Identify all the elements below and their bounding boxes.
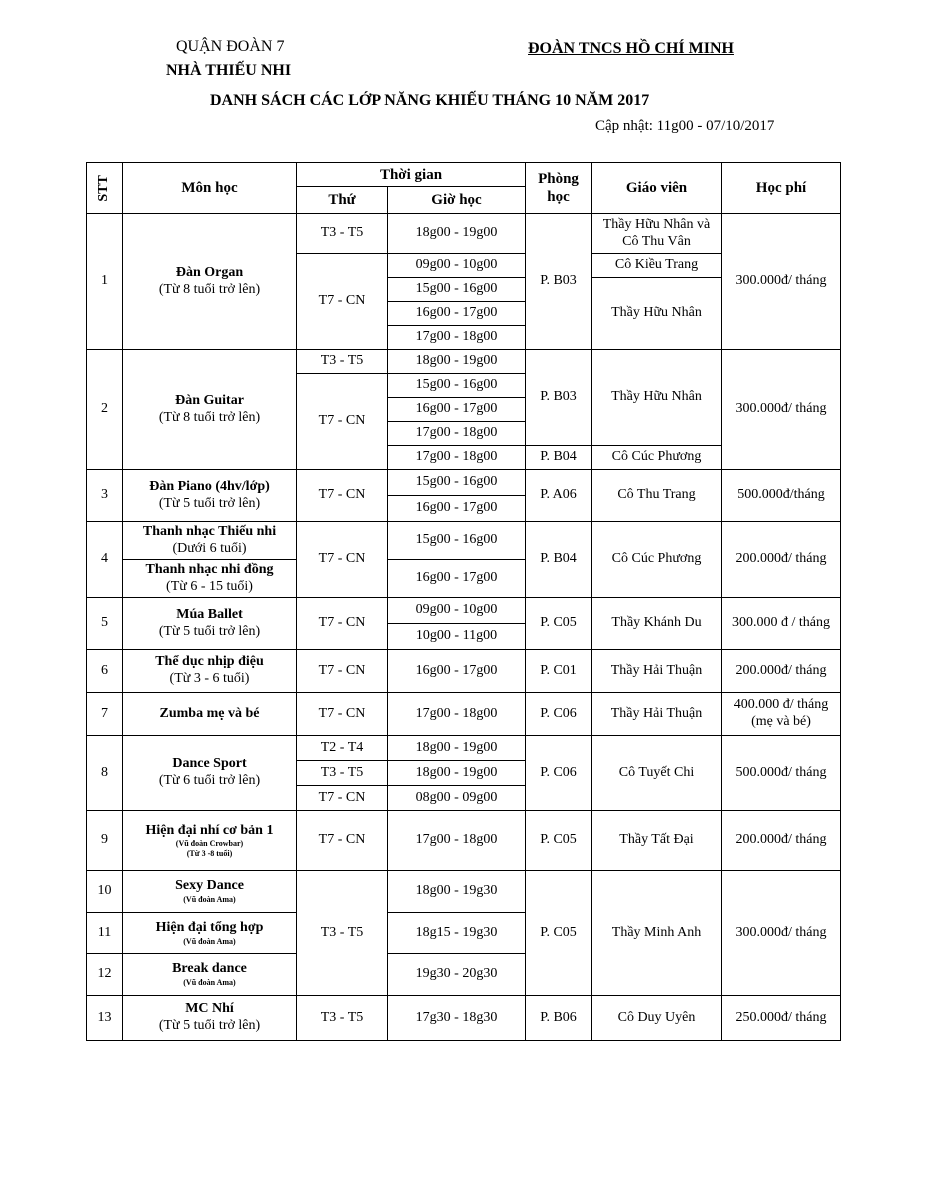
teacher-cell: Thầy Minh Anh [592,871,722,996]
hour-cell: 15g00 - 16g00 [388,470,526,496]
day-cell: T7 - CN [297,374,388,470]
hour-cell: 18g00 - 19g00 [388,736,526,761]
day-cell: T7 - CN [297,470,388,522]
hour-cell: 15g00 - 16g00 [388,522,526,560]
hour-cell: 18g00 - 19g00 [388,761,526,786]
room-cell: P. B04 [526,522,592,598]
hour-cell: 15g00 - 16g00 [388,374,526,398]
class-table [86,162,841,1041]
table-row [87,522,841,560]
teacher-cell: Cô Tuyết Chi [592,736,722,811]
stt-cell: 12 [87,954,123,996]
header-day: Thứ [297,187,388,214]
teacher-cell: Thầy Khánh Du [592,598,722,650]
teacher-cell: Cô Cúc Phương [592,522,722,598]
hour-cell: 19g30 - 20g30 [388,954,526,996]
update-time: Cập nhật: 11g00 - 07/10/2017 [595,118,775,134]
subject-cell: Sexy Dance (Vũ đoàn Ama) [123,871,297,913]
hour-cell: 17g00 - 18g00 [388,693,526,736]
subject-cell: Thanh nhạc Thiếu nhi (Dưới 6 tuổi) [123,522,297,560]
table-row [87,350,841,374]
table-row [87,871,841,913]
subject-cell: Break dance (Vũ đoàn Ama) [123,954,297,996]
hour-cell: 09g00 - 10g00 [388,254,526,278]
hour-cell: 17g00 - 18g00 [388,326,526,350]
subject-cell: Hiện đại tổng hợp (Vũ đoàn Ama) [123,913,297,954]
stt-cell: 7 [87,693,123,736]
table-row [87,736,841,761]
header-room: Phòng học [526,163,592,214]
fee-cell: 400.000 đ/ tháng (mẹ và bé) [722,693,841,736]
subject-cell: Dance Sport (Từ 6 tuổi trở lên) [123,736,297,811]
subject-cell: Đàn Piano (4hv/lớp) (Từ 5 tuổi trở lên) [123,470,297,522]
room-cell: P. C06 [526,693,592,736]
stt-cell: 2 [87,350,123,470]
fee-cell: 300.000 đ / tháng [722,598,841,650]
hour-cell: 18g00 - 19g30 [388,871,526,913]
hour-cell: 16g00 - 17g00 [388,650,526,693]
fee-cell: 200.000đ/ tháng [722,522,841,598]
hour-cell: 17g00 - 18g00 [388,811,526,871]
day-cell: T7 - CN [297,693,388,736]
day-cell: T7 - CN [297,254,388,350]
stt-cell: 10 [87,871,123,913]
teacher-cell: Thầy Tất Đại [592,811,722,871]
sub-org-name: NHÀ THIẾU NHI [166,62,292,79]
stt-cell: 13 [87,996,123,1041]
room-cell: P. B03 [526,350,592,446]
subject-cell: Đàn Organ (Từ 8 tuổi trở lên) [123,214,297,350]
table-row [87,693,841,736]
page-title: DANH SÁCH CÁC LỚP NĂNG KHIẾU THÁNG 10 NĂM 2017 [210,92,650,109]
day-cell: T3 - T5 [297,761,388,786]
subject-cell: Đàn Guitar (Từ 8 tuổi trở lên) [123,350,297,470]
stt-cell: 6 [87,650,123,693]
day-cell: T3 - T5 [297,350,388,374]
fee-cell: 200.000đ/ tháng [722,811,841,871]
room-cell: P. C05 [526,871,592,996]
hour-cell: 17g30 - 18g30 [388,996,526,1041]
room-cell: P. A06 [526,470,592,522]
hour-cell: 08g00 - 09g00 [388,786,526,811]
teacher-cell: Thầy Hải Thuận [592,650,722,693]
day-cell: T3 - T5 [297,214,388,254]
hour-cell: 09g00 - 10g00 [388,598,526,624]
hour-cell: 18g00 - 19g00 [388,214,526,254]
fee-cell: 300.000đ/ tháng [722,350,841,470]
stt-cell: 4 [87,522,123,598]
day-cell: T7 - CN [297,811,388,871]
subject-cell: MC Nhí (Từ 5 tuổi trở lên) [123,996,297,1041]
day-cell: T7 - CN [297,598,388,650]
day-cell: T7 - CN [297,786,388,811]
fee-cell: 250.000đ/ tháng [722,996,841,1041]
hour-cell: 18g15 - 19g30 [388,913,526,954]
header-subject: Môn học [123,163,297,214]
day-cell: T3 - T5 [297,871,388,996]
subject-cell: Thanh nhạc nhi đồng (Từ 6 - 15 tuổi) [123,560,297,598]
day-cell: T2 - T4 [297,736,388,761]
room-cell: P. C05 [526,598,592,650]
table-row [87,811,841,871]
teacher-cell: Thầy Hữu Nhân [592,278,722,350]
org-name: QUẬN ĐOÀN 7 [176,38,285,55]
teacher-cell: Cô Kiều Trang [592,254,722,278]
room-cell: P. B03 [526,214,592,350]
hour-cell: 17g00 - 18g00 [388,446,526,470]
subject-cell: Thể dục nhịp điệu (Từ 3 - 6 tuổi) [123,650,297,693]
subject-cell: Zumba mẹ và bé [123,693,297,736]
teacher-cell: Cô Cúc Phương [592,446,722,470]
fee-cell: 200.000đ/ tháng [722,650,841,693]
day-cell: T3 - T5 [297,996,388,1041]
stt-cell: 3 [87,470,123,522]
hour-cell: 15g00 - 16g00 [388,278,526,302]
fee-cell: 300.000đ/ tháng [722,871,841,996]
hour-cell: 10g00 - 11g00 [388,624,526,650]
fee-cell: 500.000đ/tháng [722,470,841,522]
table-row [87,470,841,496]
header-stt: STT [87,163,123,214]
room-cell: P. C01 [526,650,592,693]
header-time: Thời gian [297,163,526,187]
teacher-cell: Thầy Hữu Nhân và Cô Thu Vân [592,214,722,254]
stt-cell: 11 [87,913,123,954]
stt-cell: 1 [87,214,123,350]
header-teacher: Giáo viên [592,163,722,214]
hour-cell: 18g00 - 19g00 [388,350,526,374]
hour-cell: 17g00 - 18g00 [388,422,526,446]
teacher-cell: Thầy Hữu Nhân [592,350,722,446]
table-row [87,598,841,624]
day-cell: T7 - CN [297,650,388,693]
teacher-cell: Cô Thu Trang [592,470,722,522]
header-hour: Giờ học [388,187,526,214]
header-fee: Học phí [722,163,841,214]
stt-cell: 8 [87,736,123,811]
room-cell: P. B06 [526,996,592,1041]
hour-cell: 16g00 - 17g00 [388,398,526,422]
room-cell: P. B04 [526,446,592,470]
room-cell: P. C06 [526,736,592,811]
hour-cell: 16g00 - 17g00 [388,496,526,522]
teacher-cell: Thầy Hải Thuận [592,693,722,736]
subject-cell: Hiện đại nhí cơ bản 1 (Vũ đoàn Crowbar) (Từ 3 -8 tuổi) [123,811,297,871]
table-row [87,996,841,1041]
day-cell: T7 - CN [297,522,388,598]
fee-cell: 500.000đ/ tháng [722,736,841,811]
union-name: ĐOÀN TNCS HỒ CHÍ MINH [528,40,734,57]
teacher-cell: Cô Duy Uyên [592,996,722,1041]
hour-cell: 16g00 - 17g00 [388,302,526,326]
table-row [87,650,841,693]
room-cell: P. C05 [526,811,592,871]
stt-cell: 9 [87,811,123,871]
fee-cell: 300.000đ/ tháng [722,214,841,350]
hour-cell: 16g00 - 17g00 [388,560,526,598]
stt-cell: 5 [87,598,123,650]
table-row [87,214,841,254]
subject-cell: Múa Ballet (Từ 5 tuổi trở lên) [123,598,297,650]
